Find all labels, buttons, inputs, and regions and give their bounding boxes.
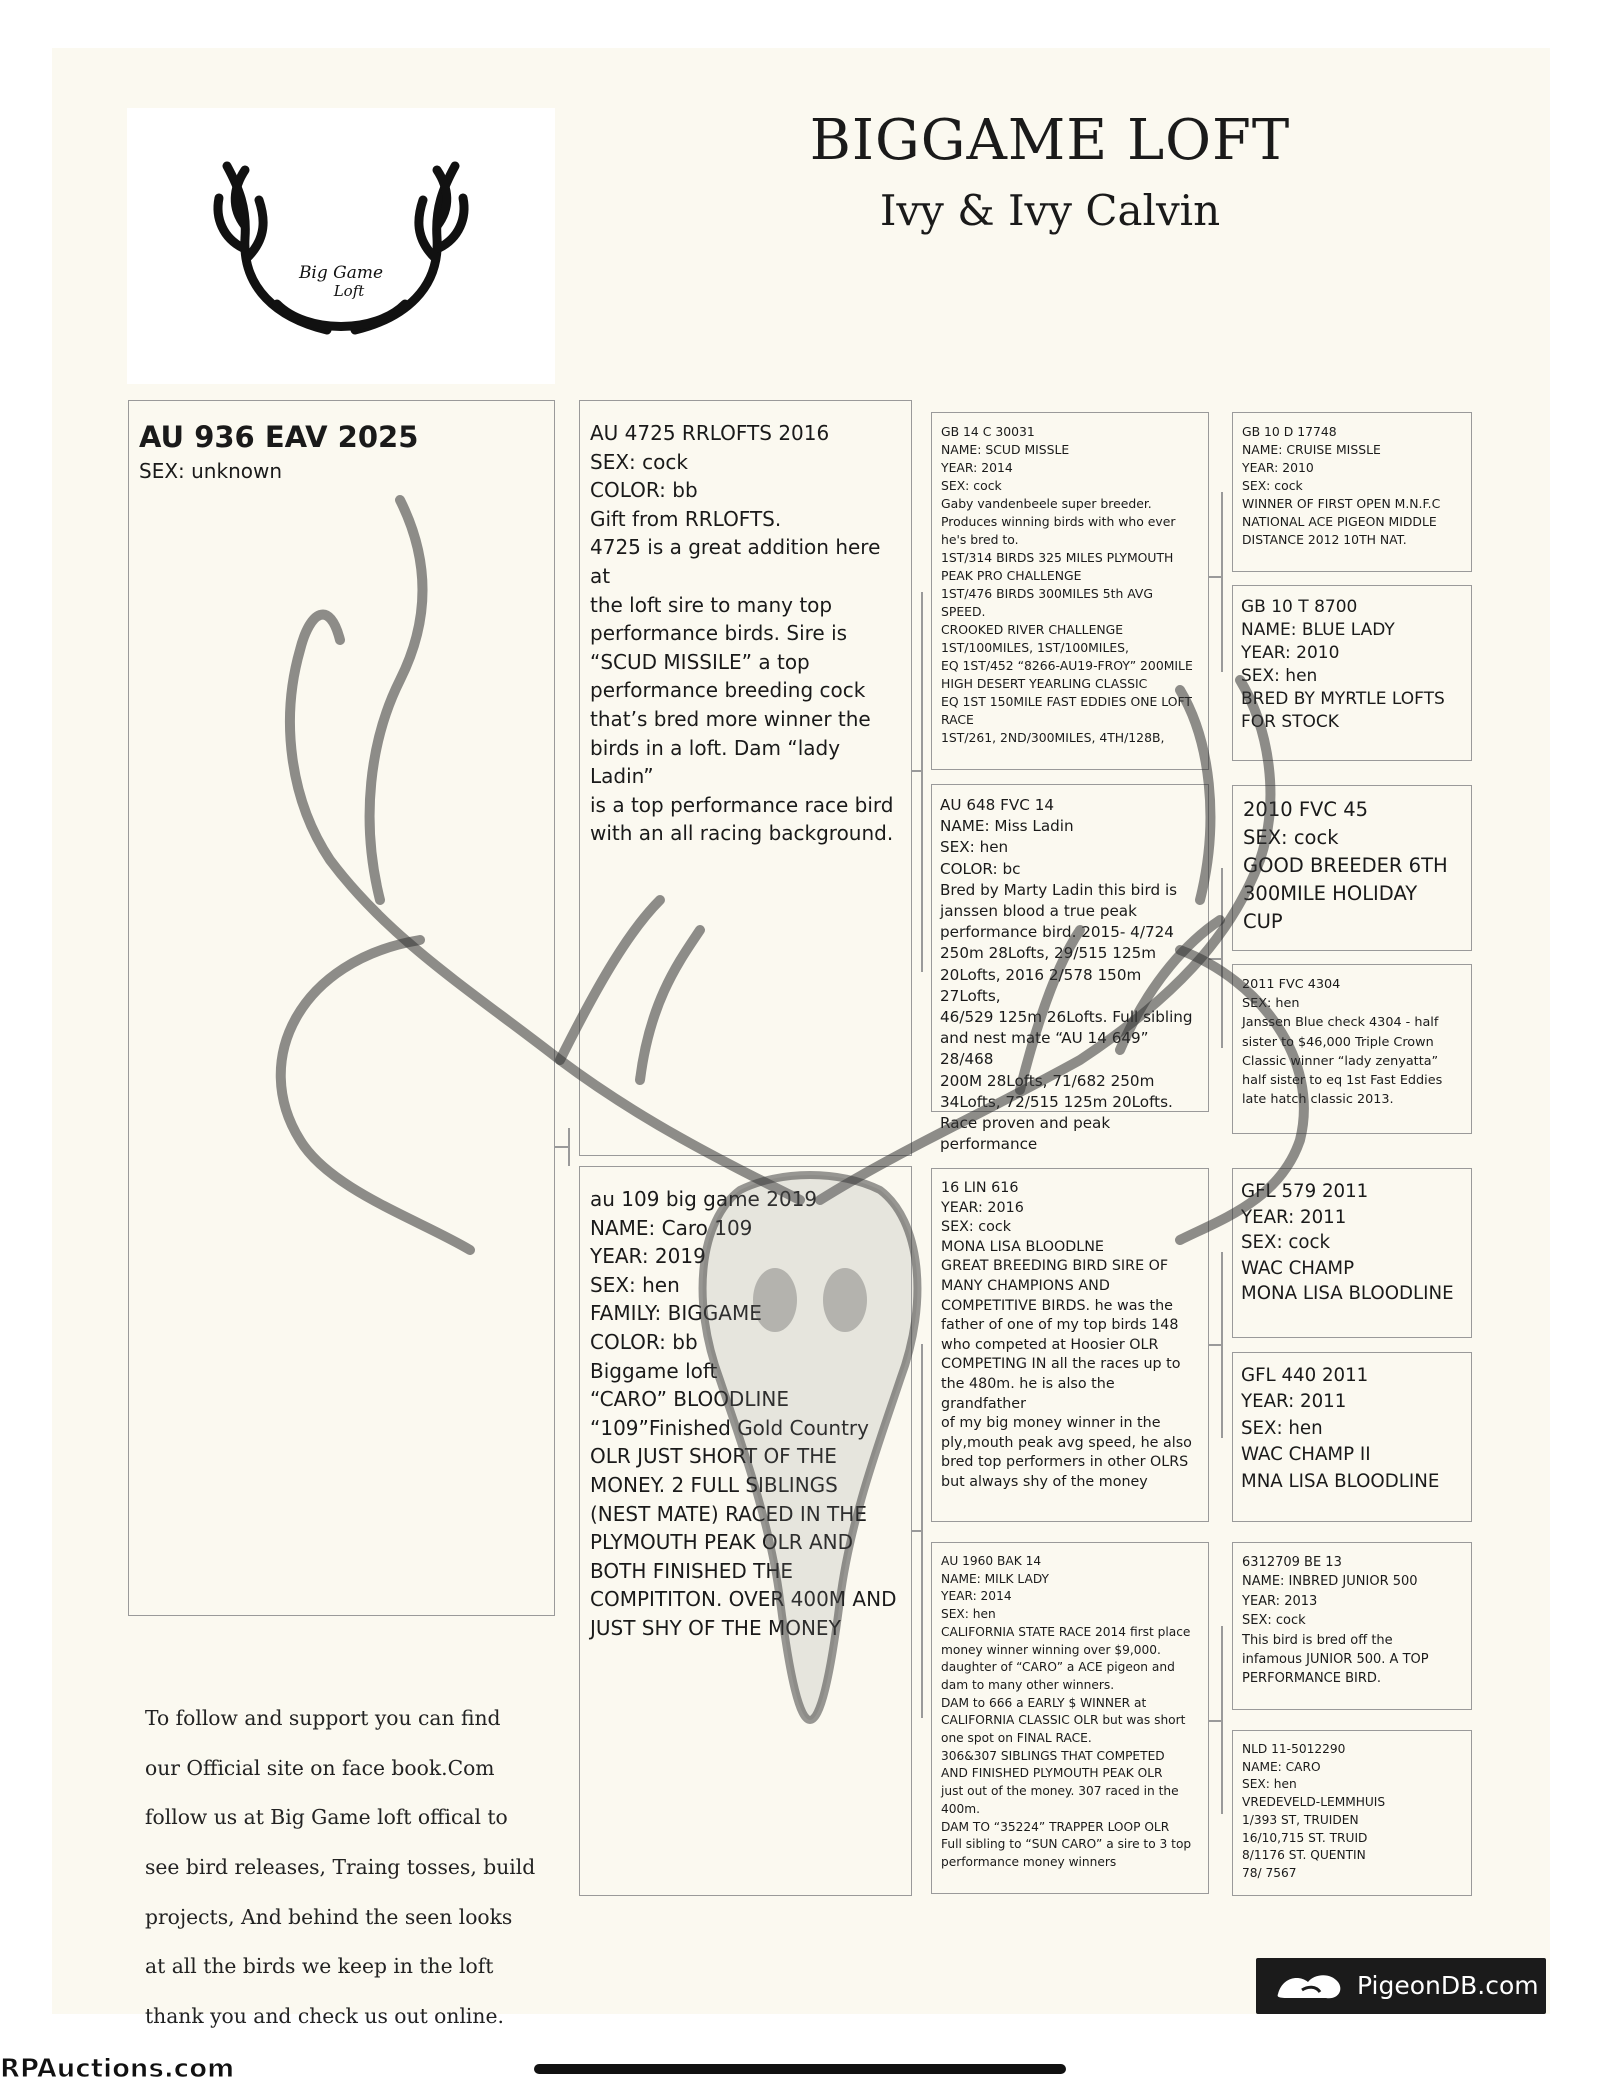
footer-message [145, 1684, 575, 2051]
text-line: YEAR: 2014 [941, 460, 1013, 475]
connector [1209, 958, 1221, 960]
text-line: DAM TO “35224” TRAPPER LOOP OLR [941, 1819, 1170, 1834]
text-line: CALIFORNIA CLASSIC OLR but was short [941, 1713, 1186, 1728]
text-line: 1ST/261, 2ND/300MILES, 4TH/128B, [941, 730, 1165, 745]
text-line: birds in a loft. Dam “lady Ladin” [590, 735, 841, 789]
text-line: YEAR: 2019 [590, 1244, 706, 1269]
text-line: “CARO” BLOODLINE [590, 1387, 789, 1412]
connector [1221, 492, 1223, 672]
ggp-dds-box [1232, 1542, 1472, 1710]
text-line: 20Lofts, 2016 2/578 150m 27Lofts, [940, 965, 1142, 1005]
text-line: 16 LIN 616 [941, 1180, 1019, 1196]
connector [1209, 576, 1221, 578]
text-line: infamous JUNIOR 500. A TOP [1242, 1652, 1429, 1668]
text-line: our Official site on face book.Com [145, 1755, 495, 1780]
connector [1209, 1720, 1221, 1722]
granddam-dam-side-box [931, 1542, 1209, 1894]
text-line: To follow and support you can find [145, 1706, 501, 1731]
connector [555, 1146, 569, 1148]
text-line: follow us at Big Game loft offical to [145, 1805, 508, 1830]
text-line: 78/ 7567 [1242, 1865, 1297, 1880]
text-line: GB 10 D 17748 [1242, 424, 1337, 439]
text-line: GFL 440 2011 [1241, 1365, 1369, 1386]
text-line: 2011 FVC 4304 [1242, 977, 1341, 992]
ggp-sdd-box [1232, 964, 1472, 1134]
pigeondb-badge[interactable] [1256, 1958, 1546, 2014]
text-line: au 109 big game 2019 [590, 1187, 818, 1211]
text-line: CUP [1243, 910, 1283, 933]
dam-box [579, 1166, 912, 1896]
text-line: COMPITITON. OVER 400M AND [590, 1587, 897, 1612]
text-line: SEX: hen [940, 838, 1009, 857]
ggp-ddd-box [1232, 1730, 1472, 1896]
text-line: GB 10 T 8700 [1241, 597, 1358, 617]
text-line: SEX: cock [1242, 478, 1303, 493]
page-title: BIGGAME LOFT [809, 108, 1291, 173]
text-line: of my big money winner in the [941, 1415, 1161, 1432]
text-line: CALIFORNIA STATE RACE 2014 first place [941, 1624, 1191, 1639]
text-line: sister to $46,000 Triple Crown [1242, 1034, 1434, 1050]
text-line: GB 14 C 30031 [941, 424, 1035, 439]
connector [1209, 1344, 1221, 1346]
text-line: performance money winners [941, 1854, 1117, 1869]
text-line: the loft sire to many top [590, 592, 833, 617]
text-line: performance bird. 2015- 4/724 [940, 923, 1174, 942]
home-indicator[interactable] [534, 2064, 1066, 2074]
text-line: NAME: CRUISE MISSLE [1242, 442, 1381, 457]
text-line: DISTANCE 2012 10TH NAT. [1242, 532, 1407, 547]
sire-box [579, 400, 912, 1156]
text-line: YEAR: 2011 [1241, 1391, 1347, 1413]
text-line: YEAR: 2016 [941, 1199, 1024, 1216]
text-line: HIGH DESERT YEARLING CLASSIC [941, 676, 1148, 691]
text-line: see bird releases, Traing tosses, build [145, 1855, 536, 1880]
text-line: SEX: cock [590, 449, 688, 474]
text-line: SEX: hen [1242, 1777, 1297, 1792]
connector [1221, 1252, 1223, 1438]
text-line: projects, And behind the seen looks [145, 1904, 513, 1929]
text-line: 34Lofts, 72/515 125m 20Lofts. [940, 1092, 1173, 1111]
text-line: SEX: cock [1241, 1232, 1331, 1254]
text-line: COMPETITIVE BIRDS. he was the [941, 1297, 1173, 1314]
text-line: SEX: hen [941, 1607, 996, 1622]
ggp-ssd-box [1232, 585, 1472, 761]
text-line: Gift from RRLOFTS. [590, 506, 782, 531]
text-line: YEAR: 2014 [941, 1589, 1012, 1604]
granddam-sire-side-box [931, 784, 1209, 1154]
text-line: 1ST/314 BIRDS 325 MILES PLYMOUTH [941, 550, 1174, 565]
ggp-sds-box [1232, 785, 1472, 951]
text-line: SEX: hen [1241, 666, 1318, 686]
text-line: RACE [941, 712, 974, 727]
text-line: the 480m. he is also the grandfather [941, 1375, 1115, 1412]
text-line: YEAR: 2013 [1242, 1593, 1318, 1609]
text-line: that’s bred more winner the [590, 706, 871, 731]
text-line: Classic winner “lady zenyatta” [1242, 1053, 1439, 1069]
grandsire-sire-side-box [931, 412, 1209, 770]
text-line: COLOR: bc [940, 859, 1021, 878]
text-line: NAME: BLUE LADY [1241, 620, 1395, 640]
text-line: OLR JUST SHORT OF THE [590, 1444, 837, 1469]
text-line: performance birds. Sire is [590, 621, 848, 646]
text-line: This bird is bred off the [1242, 1632, 1393, 1648]
text-line: daughter of “CARO” a ACE pigeon and [941, 1660, 1175, 1675]
antler-logo [127, 108, 555, 384]
text-line: SEX: hen [1241, 1417, 1323, 1439]
text-line: just out of the money. 307 raced in the [941, 1784, 1179, 1799]
pigeon-icon [1272, 1968, 1348, 2004]
text-line: MONEY. 2 FULL SIBLINGS [590, 1472, 838, 1497]
text-line: GOOD BREEDER 6TH [1243, 854, 1448, 877]
text-line: GFL 579 2011 [1241, 1181, 1369, 1202]
text-line: WINNER OF FIRST OPEN M.N.F.C [1242, 496, 1441, 511]
text-line: who competed at Hoosier OLR [941, 1336, 1159, 1353]
text-line: but always shy of the money [941, 1473, 1148, 1490]
text-line: 306&307 SIBLINGS THAT COMPETED [941, 1748, 1165, 1763]
text-line: and nest mate “AU 14 649” 28/468 [940, 1029, 1149, 1069]
text-line: with an all racing background. [590, 821, 894, 846]
ggp-sss-box [1232, 412, 1472, 572]
text-line: CROOKED RIVER CHALLENGE [941, 622, 1124, 637]
text-line: Biggame loft [590, 1358, 718, 1383]
text-line: VREDEVELD-LEMMHUIS [1242, 1795, 1386, 1810]
text-line: JUST SHY OF THE MONEY [590, 1615, 841, 1640]
text-line: YEAR: 2011 [1241, 1206, 1347, 1228]
text-line: MONA LISA BLOODLNE [941, 1238, 1104, 1255]
text-line: 400m. [941, 1801, 981, 1816]
text-line: NAME: MILK LADY [941, 1571, 1049, 1586]
text-line: WAC CHAMP [1241, 1257, 1355, 1279]
text-line: late hatch classic 2013. [1242, 1092, 1394, 1108]
text-line: PLYMOUTH PEAK OLR AND [590, 1530, 854, 1555]
text-line: he's bred to. [941, 532, 1019, 547]
ggp-dss-box [1232, 1168, 1472, 1338]
text-line: 16/10,715 ST. TRUID [1242, 1830, 1368, 1845]
text-line: MNA LISA BLOODLINE [1241, 1470, 1440, 1492]
text-line: at all the birds we keep in the loft [145, 1954, 494, 1979]
connector [1221, 868, 1223, 1048]
text-line: 8/1176 ST. QUENTIN [1242, 1848, 1366, 1863]
text-line: SEX: cock [941, 1219, 1012, 1236]
text-line: “109”Finished Gold Country [590, 1415, 869, 1440]
text-line: PEAK PRO CHALLENGE [941, 568, 1082, 583]
text-line: NAME: CARO [1242, 1759, 1321, 1774]
text-line: NAME: Miss Ladin [940, 817, 1074, 836]
text-line: 1ST/100MILES, 1ST/100MILES, [941, 640, 1129, 655]
logo-panel [127, 108, 555, 384]
ggp-dsd-box [1232, 1352, 1472, 1522]
text-line: AND FINISHED PLYMOUTH PEAK OLR [941, 1766, 1163, 1781]
text-line: thank you and check us out online. [145, 2003, 504, 2028]
text-line: Produces winning birds with who ever [941, 514, 1176, 529]
connector [921, 1344, 923, 1718]
text-line: MANY CHAMPIONS AND [941, 1277, 1110, 1294]
text-line: BRED BY MYRTLE LOFTS [1241, 689, 1445, 709]
text-line: EQ 1ST/452 “8266-AU19-FROY” 200MILE [941, 658, 1193, 673]
text-line: YEAR: 2010 [1242, 460, 1314, 475]
text-line: Janssen Blue check 4304 - half [1242, 1015, 1439, 1031]
text-line: half sister to eq 1st Fast Eddies [1242, 1073, 1443, 1089]
text-line: SEX: hen [590, 1272, 680, 1297]
text-line: 250m 28Lofts, 29/515 125m [940, 944, 1157, 963]
text-line: 2010 FVC 45 [1243, 798, 1369, 821]
text-line: father of one of my top birds 148 [941, 1317, 1179, 1334]
text-line: NLD 11-5012290 [1242, 1742, 1346, 1756]
text-line: “SCUD MISSILE” a top [590, 649, 810, 674]
text-line: AU 4725 RRLOFTS 2016 [590, 421, 830, 445]
text-line: NAME: SCUD MISSLE [941, 442, 1070, 457]
connector [568, 1128, 570, 1166]
text-line: performance breeding cock [590, 678, 866, 703]
grandsire-dam-side-box [931, 1168, 1209, 1522]
text-line: 1/393 ST, TRUIDEN [1242, 1812, 1359, 1827]
text-line: 6312709 BE 13 [1242, 1555, 1342, 1570]
text-line: SEX: cock [941, 478, 1002, 493]
text-line: money winner winning over $9,000. [941, 1642, 1161, 1657]
text-line: PERFORMANCE BIRD. [1242, 1671, 1382, 1687]
text-line: NAME: INBRED JUNIOR 500 [1242, 1574, 1418, 1590]
page-subtitle: Ivy & Ivy Calvin [879, 186, 1221, 235]
subject-sex: SEX: unknown [139, 459, 283, 483]
text-line: EQ 1ST 150MILE FAST EDDIES ONE LOFT [941, 694, 1192, 709]
text-line: bred top performers in other OLRS [941, 1454, 1189, 1471]
text-line: janssen blood a true peak [940, 902, 1137, 921]
text-line: one spot on FINAL RACE. [941, 1731, 1092, 1746]
text-line: dam to many other winners. [941, 1677, 1115, 1692]
subject-box [128, 400, 555, 1616]
text-line: FAMILY: BIGGAME [590, 1301, 762, 1326]
subject-id: AU 936 EAV 2025 [139, 420, 419, 454]
text-line: NAME: Caro 109 [590, 1215, 753, 1240]
text-line: COLOR: bb [590, 478, 698, 503]
text-line: is a top performance race bird [590, 792, 894, 817]
text-line: YEAR: 2010 [1241, 643, 1340, 663]
text-line: SEX: cock [1242, 1613, 1306, 1629]
text-line: COLOR: bb [590, 1329, 698, 1354]
text-line: 4725 is a great addition here at [590, 535, 881, 588]
badge-text: PigeonDB.com [1357, 1971, 1539, 2000]
logo-text-line2: Loft [333, 282, 365, 300]
text-line: SEX: cock [1243, 826, 1339, 849]
text-line: FOR STOCK [1241, 712, 1339, 732]
text-line: 1ST/476 BIRDS 300MILES 5th AVG SPEED. [941, 586, 1154, 619]
text-line: Full sibling to “SUN CARO” a sire to 3 top [941, 1837, 1192, 1852]
logo-text-line1: Big Game [298, 263, 384, 283]
text-line: WAC CHAMP II [1241, 1444, 1371, 1466]
text-line: Race proven and peak [940, 1114, 1111, 1133]
text-line: 300MILE HOLIDAY [1243, 882, 1418, 905]
text-line: Bred by Marty Ladin this bird is [940, 880, 1178, 899]
text-line: Gaby vandenbeele super breeder. [941, 496, 1152, 511]
text-line: 46/529 125m 26Lofts. Full sibling [940, 1008, 1193, 1027]
text-line: MONA LISA BLOODLINE [1241, 1283, 1454, 1305]
text-line: BOTH FINISHED THE [590, 1558, 794, 1583]
watermark: RPAuctions.com [0, 2054, 235, 2084]
text-line: performance [940, 1135, 1038, 1154]
text-line: SEX: hen [1242, 996, 1300, 1012]
connector [1221, 1626, 1223, 1814]
text-line: GREAT BREEDING BIRD SIRE OF [941, 1258, 1169, 1275]
text-line: (NEST MATE) RACED IN THE [590, 1501, 867, 1526]
connector [921, 592, 923, 972]
text-line: ply,mouth peak avg speed, he also [941, 1434, 1192, 1451]
text-line: AU 648 FVC 14 [940, 796, 1055, 814]
text-line: COMPETING IN all the races up to [941, 1356, 1181, 1373]
text-line: DAM to 666 a EARLY $ WINNER at [941, 1695, 1147, 1710]
text-line: NATIONAL ACE PIGEON MIDDLE [1242, 514, 1437, 529]
text-line: 200M 28Lofts, 71/682 250m [940, 1071, 1155, 1090]
text-line: AU 1960 BAK 14 [941, 1554, 1042, 1568]
